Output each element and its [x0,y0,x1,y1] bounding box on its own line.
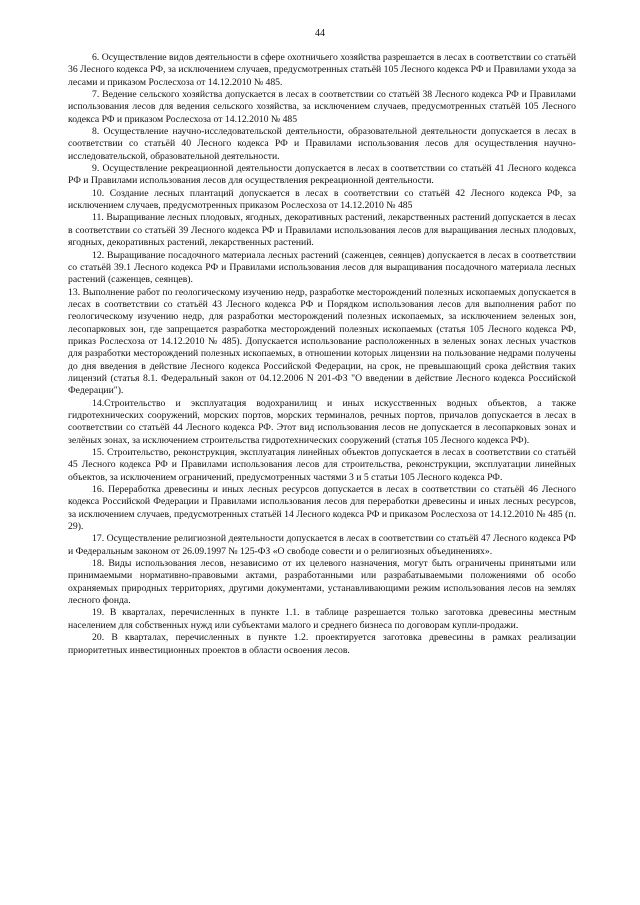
paragraph-8: 8. Осуществление научно-исследовательской деятельности, образовательной деятельности допускается в лесах в соответствии со статьёй 40 Лесного кодекса РФ и Правилами использования лесов для осуществления научно-исследовательской, образовательной деятельности. [68,126,576,162]
paragraph-11: 11. Выращивание лесных плодовых, ягодных, декоративных растений, лекарственных растений допускается в лесах в соответствии со статьёй 39 Лесного кодекса РФ и Правилами использования лесов для выращивания лесных плодовых, ягодных, декоративных растений, лекарственных растений. [68,212,576,249]
paragraph-12: 12. Выращивание посадочного материала лесных растений (саженцев, сеянцев) допускается в лесах в соответствии со статьёй 39.1 Лесного кодекса РФ и Правилами использования лесов для выращивания посадочного материала лесных растений (саженцев, сеянцев). [68,249,576,286]
paragraph-13: 13. Выполнение работ по геологическому изучению недр, разработке месторождений полезных ископаемых допускается в лесах в соответствии со статьёй 43 Лесного кодекса РФ и Порядком использования лесов для выполнения работ по геологическому изучению недр, для разработки месторождений полезных ископаемых, за исключением зеленых зон, лесопарковых зон, где запрещается разработка месторождений полезных ископаемых (статья 105 Лесного кодекса РФ, приказ Рослесхоза от 14.12.2010 № 485). Допускается использование расположенных в зеленых зонах лесных участков для разработки месторождений полезных ископаемых, в отношении которых лицензии на пользование недрами получены до дня введения в действие Лесного кодекса Российской Федерации, на срок, не превышающий срока действия таких лицензий (статья 8.1. Федеральный закон от 04.12.2006 N 201-ФЗ "О введении в действие Лесного кодекса Российской Федерации"). [68,286,576,397]
paragraph-15: 15. Строительство, реконструкция, эксплуатация линейных объектов допускается в лесах в соответствии со статьёй 45 Лесного кодекса РФ и Правилами использования лесов для строительства, реконструкции, эксплуатации линейных объектов, за исключением ограничений, предусмотренных частями 3 и 5 статьи 105 Лесного кодекса РФ. [68,447,576,483]
paragraph-14: 14.Строительство и эксплуатация водохранилищ и иных искусственных водных объектов, а также гидротехнических сооружений, морских портов, морских терминалов, речных портов, причалов допускается в лесах в соответствии со статьёй 44 Лесного кодекса РФ. Этот вид использования лесов не допускается в лесопарковых зонах и зелёных зонах, за исключением строительства гидротехнических сооружений (статья 105 Лесного кодекса РФ). [68,397,576,446]
paragraph-10: 10. Создание лесных плантаций допускается в лесах в соответствии со статьёй 42 Лесного кодекса РФ, за исключением случаев, предусмотренных приказом Рослесхоза от 14.12.2010 № 485 [68,187,576,212]
document-body [68,52,576,657]
paragraph-20: 20. В кварталах, перечисленных в пункте 1.2. проектируется заготовка древесины в рамках реализации приоритетных инвестиционных проектов в области освоения лесов. [68,632,576,656]
paragraph-6: 6. Осуществление видов деятельности в сфере охотничьего хозяйства разрешается в лесах в соответствии со статьёй 36 Лесного кодекса РФ, за исключением случаев, предусмотренных статьёй 105 Лесного кодекса РФ и Правилами ухода за лесами и приказом Рослесхоза от 14.12.2010 № 485. [68,52,576,88]
paragraph-19: 19. В кварталах, перечисленных в пункте 1.1. в таблице разрешается только заготовка древесины местным населением для собственных нужд или субъектами малого и среднего бизнеса по договорам купли-продажи. [68,607,576,631]
page-number: 44 [315,28,325,39]
paragraph-9: 9. Осуществление рекреационной деятельности допускается в лесах в соответствии со статьёй 41 Лесного кодекса РФ и Правилами использования лесов для осуществления рекреационной деятельности. [68,163,576,187]
paragraph-7: 7. Ведение сельского хозяйства допускается в лесах в соответствии со статьёй 38 Лесного кодекса РФ и Правилами использования лесов для ведения сельского хозяйства, за исключением случаев, предусмотренных статьёй 105 Лесного кодекса РФ и приказом Рослесхоза от 14.12.2010 № 485 [68,89,576,125]
paragraph-16: 16. Переработка древесины и иных лесных ресурсов допускается в лесах в соответствии со статьёй 46 Лесного кодекса Российской Федерации и Правилами использования лесов для переработки древесины и иных лесных ресурсов, за исключением случаев, предусмотренных статьёй 14 Лесного кодекса РФ и приказом Рослесхоза от 14.12.2010 № 485 (п. 29). [68,484,576,533]
paragraph-18: 18. Виды использования лесов, независимо от их целевого назначения, могут быть ограничены принятыми или принимаемыми нормативно-правовыми актами, разработанными или разрабатываемыми положениями об особо охраняемых природных территориях, другими документами, устанавливающими режим использования лесов на землях лесного фонда. [68,558,576,607]
paragraph-17: 17. Осуществление религиозной деятельности допускается в лесах в соответствии со статьёй 47 Лесного кодекса РФ и Федеральным законом от 26.09.1997 № 125-ФЗ «О свободе совести и о религиозных объединениях». [68,533,576,557]
